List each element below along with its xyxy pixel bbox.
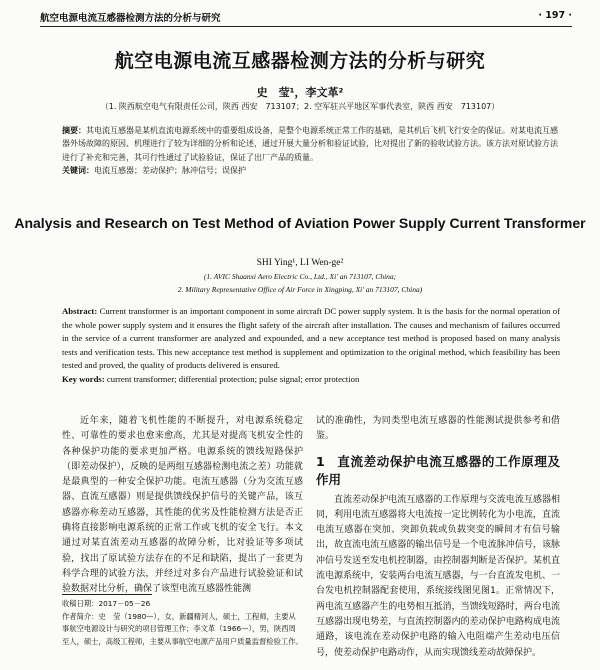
affiliation-en-2: 2. Military Representative Office of Air Force in Xingping, Xi' an 713107, China)	[177, 285, 423, 294]
abstract-cn	[62, 124, 560, 177]
footnote	[62, 598, 303, 648]
affiliation-en-1: (1. AVIC Shaanxi Aero Electric Co., Ltd., Xi' an 713107, China;	[203, 272, 397, 281]
body-right-column	[316, 414, 560, 661]
received-date: 收稿日期：2017－05－26	[62, 599, 151, 608]
section-heading-1	[316, 453, 560, 489]
paper-title-en: Analysis and Research on Test Method of Aviation Power Supply Current Transformer	[14, 215, 586, 231]
keywords-en-label: Key words:	[62, 373, 105, 384]
author-bio: 作者简介：史 莹（1980—），女，新疆精河人，硕士，工程师，主要从事航空电源设计与研究的项目管理工作；李文革（1966—），男，陕西周至人，硕士，高级工程师，主要从事航空电源产品用户质量监督检验工作。	[62, 611, 303, 646]
authors-cn: 史 莹¹，李文革²	[256, 86, 344, 99]
keywords-cn-text: 电流互感器；差动保护；脉冲信号；误保护	[94, 165, 246, 175]
intro-paragraph: 近年来，随着飞机性能的不断提升，对电源系统稳定性、可靠性的要求也愈来愈高，尤其是对提高飞机安全性的各种保护功能的要求更加严格。电源系统的馈线短路保护（即差动保护），反映的是两组互感器检测电流之差）功能就是最典型的一种安全保护功能。电流互感器（分为交流互感器、直流互感器）则是提供馈线保护信号的关键产品，该互感器亦称差动互感器，其性能的优劣及性能检测方法是否正确将直接影响电源系统的正常工作或飞机的安全飞行。本文通过对某直流差动互感器的故障分析，比对验证等多项试验，找出了原试验方法存在的不足和缺陷，提出了一套更为科学合理的试验方法，并经过对多台产品进行试验验证和试验数据对比分析，确保了该型电流互感器性能测	[62, 416, 303, 595]
running-header	[40, 8, 572, 27]
footnote-rule	[62, 594, 152, 595]
abstract-cn-text: 其电流互感器是某机直流电源系统中的重要组成设备，是整个电源系统正常工作的基础，是其机后飞机飞行安全的保证。对某电流互感器外场故障的原因、机理进行了较为详细的分析和论述，通过开展大量分析和验证试验，比对提出了新的验收试验方法。该方法对原试验方法进行了补充和完善，其可行性通过了试验验证，保证了出厂产品的质量。	[62, 126, 558, 162]
abstract-en-label: Abstract:	[62, 306, 98, 316]
affiliation-cn: （1. 陕西航空电气有限责任公司，陕西 西安 713107；2. 空军驻兴平地区军事代表室，陕西 西安 713107）	[100, 102, 500, 111]
abstract-cn-label: 摘要：	[62, 126, 86, 135]
paper-title-cn: 航空电源电流互感器检测方法的分析与研究	[114, 50, 486, 72]
keywords-en-text: current transformer; differential protection; pulse signal; error protection	[106, 373, 360, 384]
abstract-en-text: Current transformer is an important component in some aircraft DC power supply system. It is the basis for the normal operation of the whole power supply system and it ensures the flight safety of the aircraft after installation. The causes and mechanism of failures occurred in the service of a current transformer are analyzed and expounded, and a new acceptance test method is proposed based on many analysis tests and verification tests. This new acceptance test method is supplement and optimization to the original method, which feasibility has been tested and proved, the quality of products delivered is ensured.	[62, 306, 561, 371]
abstract-en	[62, 305, 560, 387]
section-1-paragraph: 直流差动保护电流互感器的工作原理与交流电流互感器相同，利用电流互感器将大电流按一定比例转化为小电流，直流电流互感器在突加、突卸负载或负载突变的瞬间才有信号输出，故直流电流互感器的输出信号是一个电流脉冲信号，该脉冲信号发送至发电机控制器，由控制器判断是否保护。某机直流电源系统中，安装两台电流互感器，与一台直流发电机、一台发电机控制器配套使用，系统接线图见图1。正常情况下，两电流互感器产生的电势相互抵消，当馈线短路时，两台电流互感器出现电势差，与直流控制器内的差动保护电路构成电流通路，该电流在差动保护电路的输入电阻端产生差动电压信号，使差动保护电路动作，从而实现馈线差动故障保护。	[316, 494, 560, 658]
intro-continuation: 试的准确性，为同类型电流互感器的性能测试提供参考和借鉴。	[316, 416, 560, 442]
section-title: 直流差动保护电流互感器的工作原理及作用	[316, 453, 560, 487]
authors-en: SHI Ying¹, LI Wen-ge²	[256, 258, 344, 268]
keywords-cn-label: 关键词：	[62, 165, 94, 175]
running-header-title: 航空电源电流互感器检测方法的分析与研究	[40, 13, 221, 24]
body-left-column	[62, 414, 303, 598]
section-number: 1	[316, 453, 325, 469]
page-number: · 197 ·	[538, 10, 572, 21]
